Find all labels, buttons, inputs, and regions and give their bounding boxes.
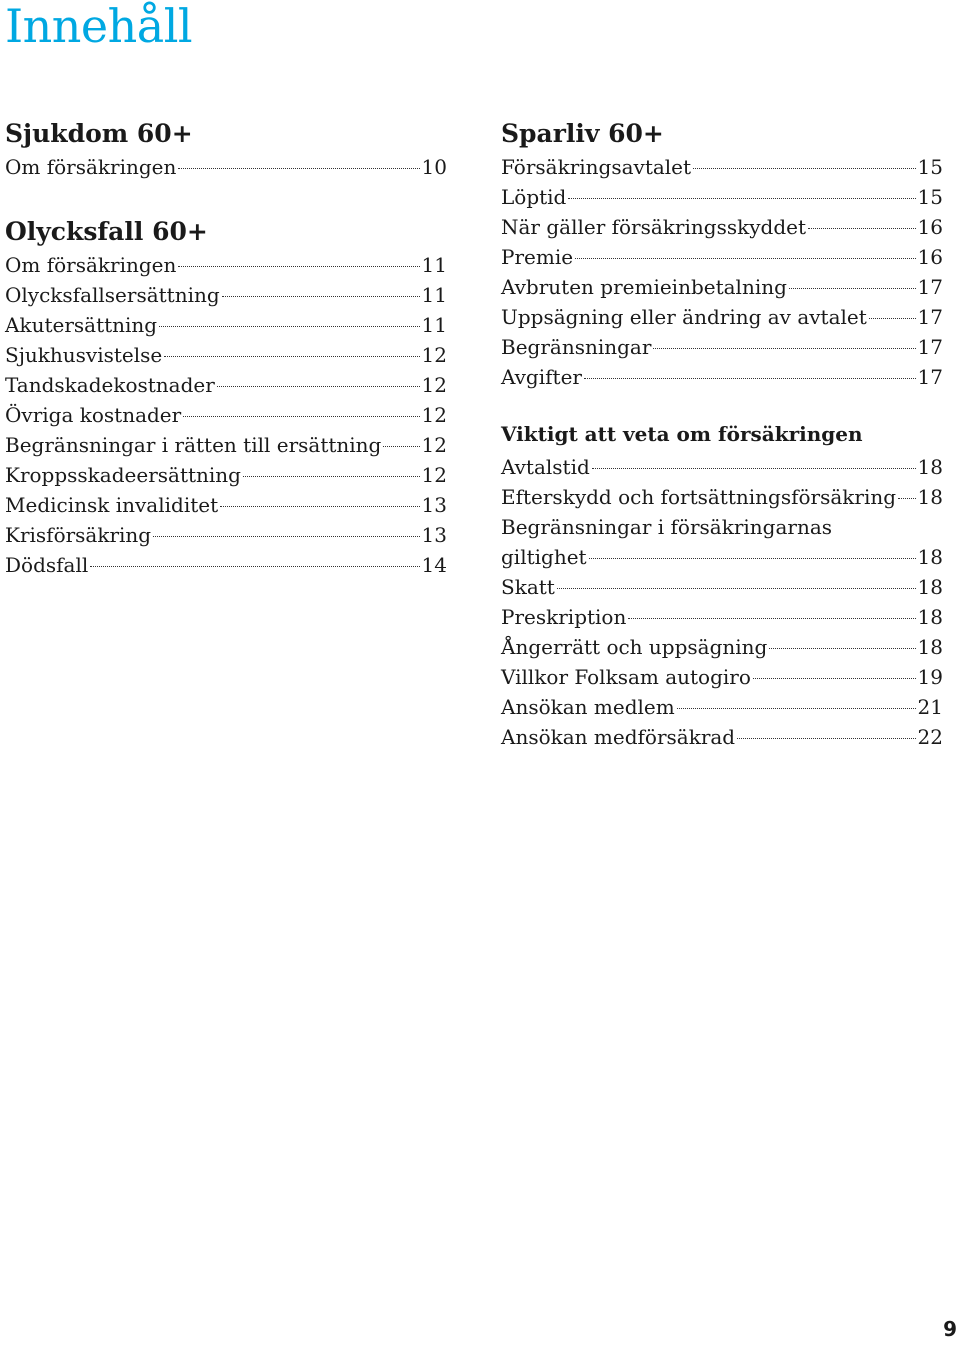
entry-page-number: 12 — [421, 433, 447, 457]
page-title: Innehåll — [5, 0, 193, 53]
dot-leader — [90, 566, 419, 567]
entry-title: Premie — [501, 245, 574, 269]
dot-leader — [383, 446, 419, 447]
page-number: 9 — [943, 1317, 957, 1341]
entry-title: Sjukhusvistelse — [5, 343, 163, 367]
toc-entry[interactable] — [501, 152, 943, 182]
toc-entry[interactable] — [501, 662, 943, 692]
entry-title: Villkor Folksam autogiro — [501, 665, 751, 689]
entry-title: Avgifter — [501, 365, 582, 389]
entry-page-number: 18 — [917, 455, 943, 479]
toc-entry[interactable] — [501, 302, 943, 332]
entry-title: Kroppsskadeersättning — [5, 463, 241, 487]
entry-page-number: 11 — [421, 253, 447, 277]
dot-leader — [789, 288, 916, 289]
dot-leader — [737, 738, 915, 739]
entry-title: Olycksfallsersättning — [5, 283, 220, 307]
entry-title: Avtalstid — [501, 455, 590, 479]
section-heading: Sparliv 60+ — [501, 119, 664, 148]
toc-entry[interactable] — [5, 280, 447, 310]
entry-title: Krisförsäkring — [5, 523, 152, 547]
entry-title: Övriga kostnader — [5, 403, 182, 427]
entry-page-number: 13 — [421, 523, 447, 547]
dot-leader — [677, 708, 916, 709]
toc-entry[interactable] — [5, 490, 447, 520]
toc-entry[interactable] — [501, 182, 943, 212]
entry-page-number: 18 — [917, 545, 943, 569]
dot-leader — [178, 266, 419, 267]
entry-page-number: 22 — [917, 725, 943, 749]
toc-entry[interactable] — [501, 572, 943, 602]
entry-page-number: 12 — [421, 343, 447, 367]
toc-entry[interactable] — [5, 550, 447, 580]
entry-page-number: 13 — [421, 493, 447, 517]
entry-list — [501, 152, 943, 392]
dot-leader — [898, 498, 916, 499]
entry-title: Ansökan medförsäkrad — [501, 725, 736, 749]
toc-entry[interactable] — [501, 692, 943, 722]
entry-title: Dödsfall — [5, 553, 89, 577]
toc-entry[interactable] — [501, 362, 943, 392]
dot-leader — [159, 326, 419, 327]
toc-entry[interactable] — [5, 152, 447, 182]
entry-page-number: 19 — [917, 665, 943, 689]
dot-leader — [653, 348, 915, 349]
dot-leader — [753, 678, 916, 679]
toc-entry[interactable] — [501, 722, 943, 752]
toc-entry[interactable] — [5, 460, 447, 490]
entry-title: Efterskydd och fortsättningsförsäkring — [501, 485, 897, 509]
dot-leader — [557, 588, 916, 589]
dot-leader — [628, 618, 915, 619]
entry-page-number: 18 — [917, 635, 943, 659]
entry-page-number: 17 — [917, 305, 943, 329]
entry-page-number: 21 — [917, 695, 943, 719]
dot-leader — [220, 506, 419, 507]
toc-section-viktigt-att-veta — [501, 414, 943, 752]
entry-page-number: 15 — [917, 155, 943, 179]
entry-page-number: 11 — [421, 313, 447, 337]
dot-leader — [769, 648, 915, 649]
entry-title: Uppsägning eller ändring av avtalet — [501, 305, 867, 329]
entry-title: När gäller försäkringsskyddet — [501, 215, 806, 239]
entry-page-number: 14 — [421, 553, 447, 577]
entry-title: Om försäkringen — [5, 253, 177, 277]
toc-left-column — [5, 112, 447, 580]
entry-title: Skatt — [501, 575, 555, 599]
entry-list — [501, 452, 943, 752]
toc-entry[interactable] — [5, 250, 447, 280]
entry-page-number: 12 — [421, 403, 447, 427]
toc-entry[interactable] — [5, 520, 447, 550]
entry-title-first-line: Begränsningar i försäkringarnas — [501, 515, 833, 539]
dot-leader — [183, 416, 419, 417]
toc-entry[interactable] — [501, 332, 943, 362]
toc-entry[interactable] — [5, 370, 447, 400]
dot-leader — [164, 356, 419, 357]
entry-title: Försäkringsavtalet — [501, 155, 692, 179]
entry-title: Löptid — [501, 185, 567, 209]
dot-leader — [869, 318, 916, 319]
toc-entry[interactable] — [501, 242, 943, 272]
dot-leader — [222, 296, 420, 297]
section-heading: Viktigt att veta om försäkringen — [501, 422, 863, 446]
entry-title: Om försäkringen — [5, 155, 177, 179]
toc-entry[interactable] — [5, 340, 447, 370]
entry-title: giltighet — [501, 545, 587, 569]
entry-title: Begränsningar i rätten till ersättning — [5, 433, 382, 457]
entry-title: Ansökan medlem — [501, 695, 675, 719]
dot-leader — [584, 378, 916, 379]
dot-leader — [592, 468, 916, 469]
dot-leader — [575, 258, 915, 259]
toc-entry[interactable] — [501, 272, 943, 302]
toc-entry[interactable] — [5, 400, 447, 430]
entry-page-number: 18 — [917, 485, 943, 509]
entry-page-number: 15 — [917, 185, 943, 209]
toc-entry[interactable] — [501, 632, 943, 662]
entry-title: Ångerrätt och uppsägning — [501, 635, 768, 659]
dot-leader — [693, 168, 915, 169]
entry-title: Akutersättning — [5, 313, 158, 337]
entry-page-number: 17 — [917, 365, 943, 389]
entry-title: Medicinsk invaliditet — [5, 493, 219, 517]
dot-leader — [178, 168, 419, 169]
entry-list — [5, 250, 447, 580]
dot-leader — [243, 476, 420, 477]
toc-section-sparliv — [501, 112, 943, 392]
entry-page-number: 16 — [917, 215, 943, 239]
toc-entry[interactable] — [5, 310, 447, 340]
toc-entry[interactable] — [501, 602, 943, 632]
entry-list — [5, 152, 447, 182]
toc-entry[interactable] — [501, 212, 943, 242]
entry-page-number: 17 — [917, 335, 943, 359]
toc-entry[interactable] — [5, 430, 447, 460]
toc-entry-multiline[interactable] — [501, 512, 943, 572]
toc-entry-continuation — [501, 542, 943, 572]
toc-section-sjukdom — [5, 112, 447, 182]
dot-leader — [153, 536, 419, 537]
section-heading: Sjukdom 60+ — [5, 119, 193, 148]
toc-entry[interactable] — [501, 482, 943, 512]
entry-title: Tandskadekostnader — [5, 373, 215, 397]
entry-page-number: 16 — [917, 245, 943, 269]
toc-section-olycksfall — [5, 210, 447, 580]
entry-title: Avbruten premieinbetalning — [501, 275, 787, 299]
entry-page-number: 17 — [917, 275, 943, 299]
dot-leader — [589, 558, 916, 559]
entry-title: Begränsningar — [501, 335, 652, 359]
entry-page-number: 12 — [421, 373, 447, 397]
dot-leader — [217, 386, 420, 387]
entry-title: Preskription — [501, 605, 627, 629]
entry-page-number: 18 — [917, 605, 943, 629]
entry-page-number: 12 — [421, 463, 447, 487]
entry-page-number: 18 — [917, 575, 943, 599]
section-heading: Olycksfall 60+ — [5, 217, 208, 246]
entry-page-number: 10 — [421, 155, 447, 179]
dot-leader — [568, 198, 915, 199]
toc-right-column — [501, 112, 943, 752]
dot-leader — [808, 228, 916, 229]
toc-entry[interactable] — [501, 452, 943, 482]
entry-page-number: 11 — [421, 283, 447, 307]
